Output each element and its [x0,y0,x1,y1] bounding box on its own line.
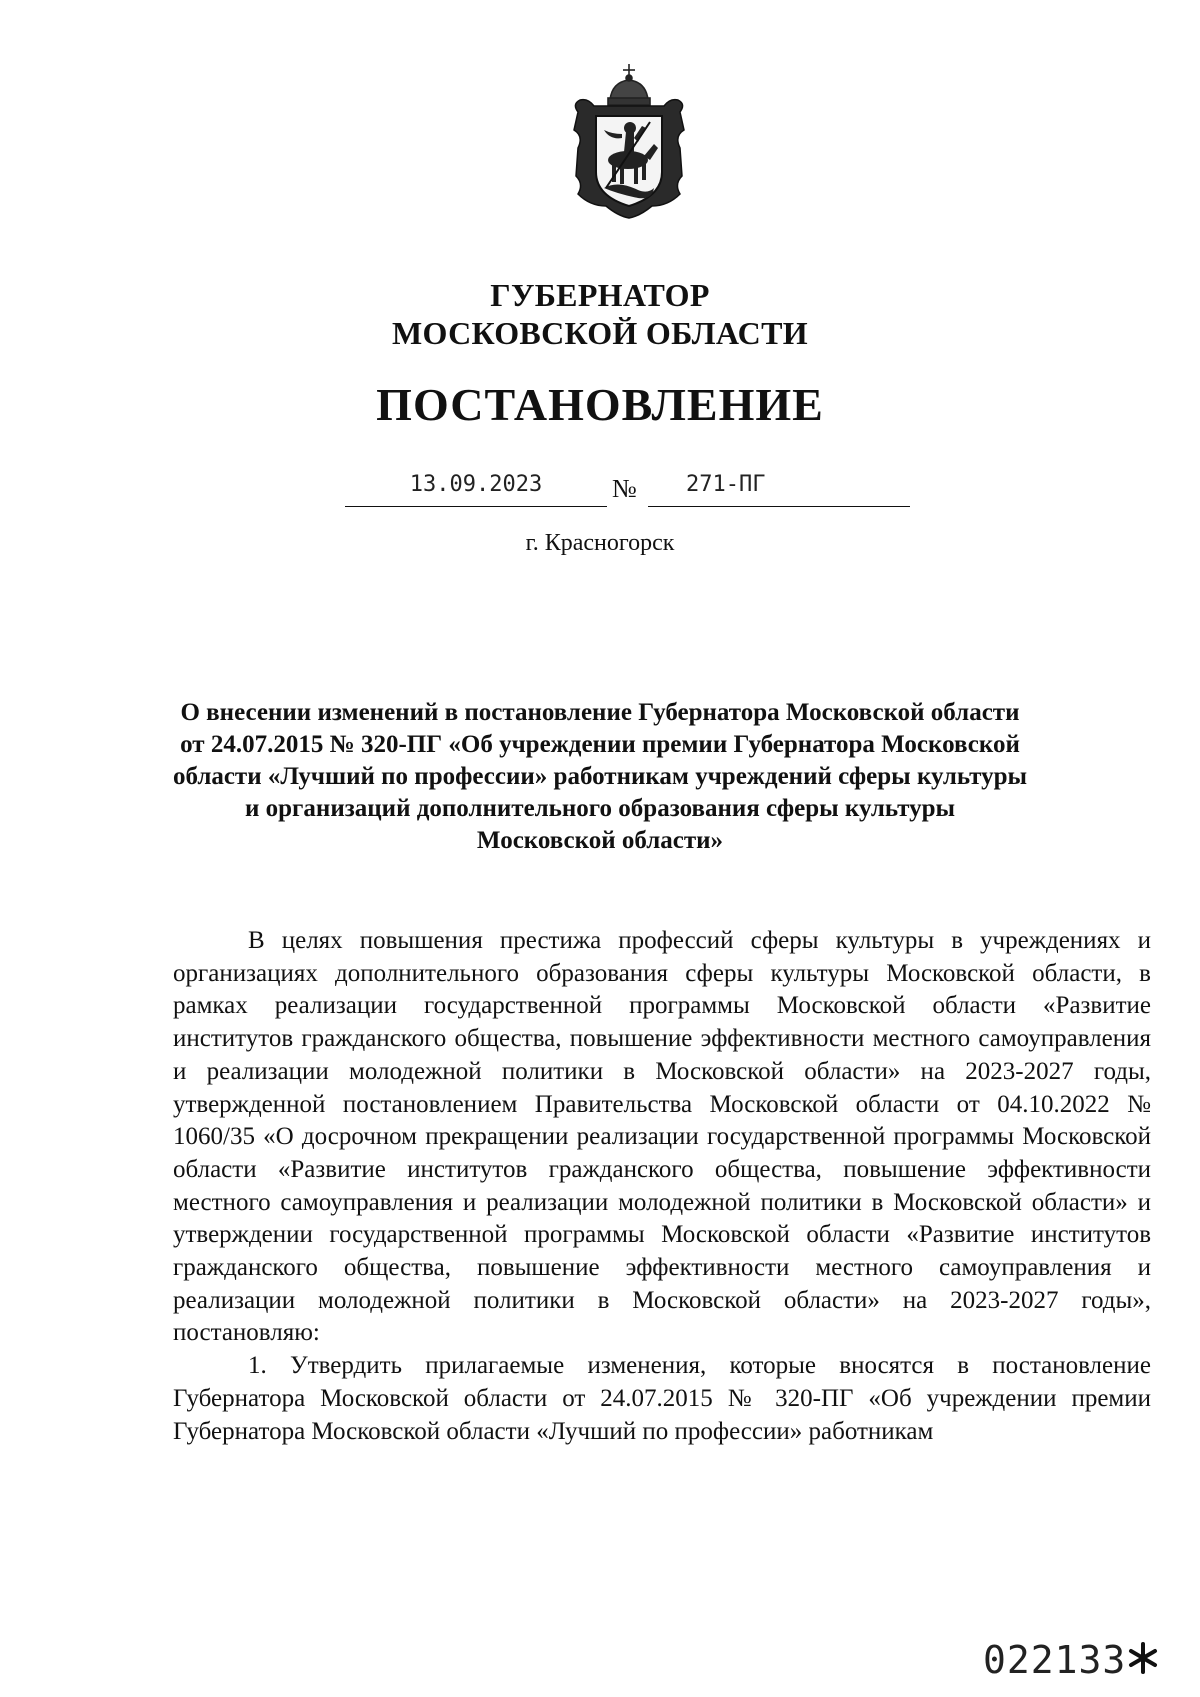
date-underline [345,506,607,507]
authority-region: МОСКОВСКОЙ ОБЛАСТИ [392,315,808,351]
number-underline [648,506,910,507]
document-type: ПОСТАНОВЛЕНИЕ [376,379,824,430]
issuing-authority [0,276,1200,352]
preamble-paragraph: В целях повышения престижа профессий сферы культуры в учреждениях и организациях дополнительного образования сферы культуры Московской области, в рамках реализации государственной программы Московской области «Развитие институтов гражданского общества, повышение эффективности местного самоуправления и реализации молодежной политики в Московской области» на 2023-2027 годы, утвержденной постановлением Правительства Московской области от 04.10.2022 № 1060/35 «О досрочном прекращении реализации государственной программы Московской области «Развитие институтов гражданского общества, повышение эффективности местного самоуправления и реализации молодежной политики в Московской области» и утверждении государственной программы Московской области «Развитие институтов гражданского общества, повышение эффективности местного самоуправления и реализации молодежной политики в Московской области» на 2023-2027 годы», постановляю: [173,927,1151,1347]
asterisk-icon [1125,1640,1161,1676]
subject-line: от 24.07.2015 № 320-ПГ «Об учреждении премии Губернатора Московской [180,731,1020,758]
subject-line: области «Лучший по профессии» работникам учреждений сферы культуры [172,763,1028,790]
clause-paragraph: 1. Утвердить прилагаемые изменения, которые вносятся в постановление Губернатора Московской области от 24.07.2015 № 320-ПГ «Об учреждении премии Губернатора Московской области «Лучший по профессии» работникам [173,1352,1151,1445]
coat-of-arms-icon [568,60,690,220]
document-subject [150,697,1050,857]
authority-title: ГУБЕРНАТОР [490,277,710,313]
subject-line: и организаций дополнительного образования сферы культуры [245,795,955,822]
date-number-line [0,472,1200,512]
number-sign: № [612,474,637,503]
document-body [173,925,1151,1448]
registration-number: 022133 [983,1638,1127,1682]
place-of-issue: г. Красногорск [525,530,675,556]
subject-line: Московской области» [476,827,724,854]
document-number: 271-ПГ [686,472,766,497]
subject-line: О внесении изменений в постановление Губернатора Московской области [180,699,1020,726]
document-date: 13.09.2023 [409,472,543,497]
